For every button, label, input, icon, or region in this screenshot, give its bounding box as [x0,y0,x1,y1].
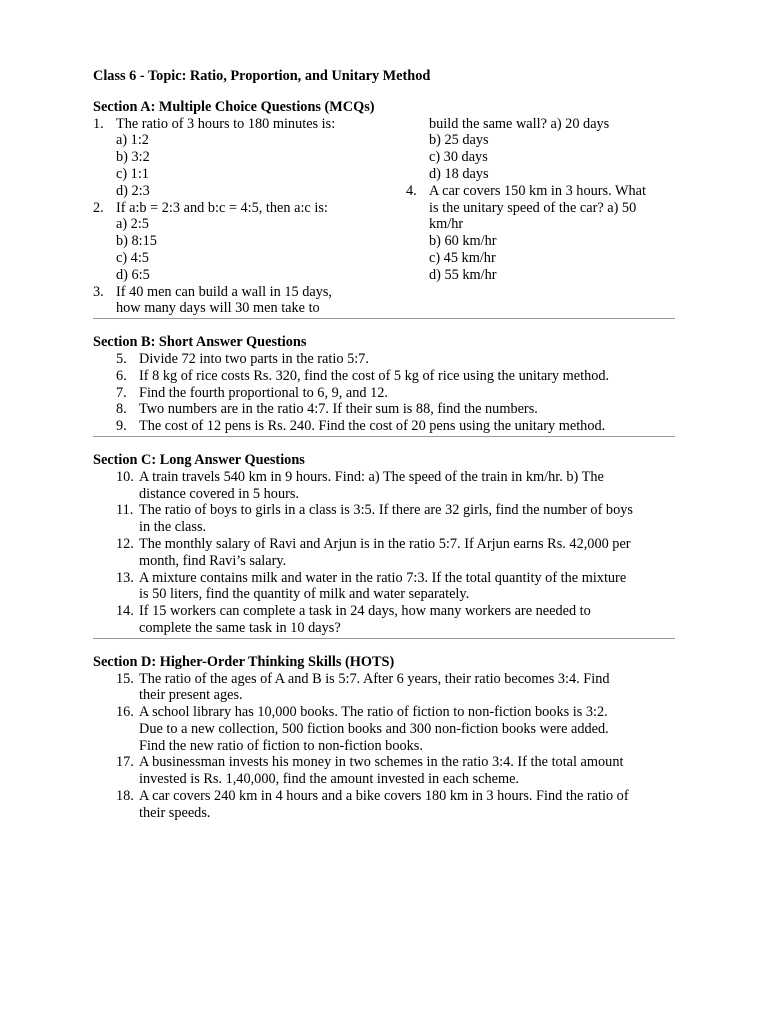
question-number: 5. [116,350,127,367]
mcq-option: d) 2:3 [116,182,150,199]
question-text: If 15 workers can complete a task in 24 days, how many workers are needed to [139,603,591,620]
list-item [116,671,675,705]
mcq-question [93,116,406,133]
section-b-heading: Section B: Short Answer Questions [93,334,307,351]
mcq-option: b) 3:2 [116,149,150,166]
question-text: A train travels 540 km in 9 hours. Find: a) The speed of the train in km/hr. b) The [139,468,604,485]
section-a-columns [93,116,675,318]
list-item [116,570,675,604]
mcq-option: d) 55 km/hr [429,266,497,283]
question-number: 17. [116,754,134,771]
mcq-option: a) 1:2 [116,132,149,149]
question-text: If 8 kg of rice costs Rs. 320, find the cost of 5 kg of rice using the unitary method. [139,367,610,384]
question-text: If a:b = 2:3 and b:c = 4:5, then a:c is: [116,199,328,216]
question-text: how many days will 30 men take to [116,300,320,317]
worksheet-title: Class 6 - Topic: Ratio, Proportion, and Unitary Method [93,68,431,84]
list-item [116,469,675,503]
question-text: their present ages. [139,687,243,704]
question-text: The ratio of the ages of A and B is 5:7. After 6 years, their ratio becomes 3:4. Find [139,670,610,687]
list-item [116,385,675,402]
question-number: 7. [116,384,127,401]
list-item [116,536,675,570]
section-a-right-column [406,116,675,318]
list-item [116,351,675,368]
question-number: 8. [116,401,127,418]
question-number: 9. [116,418,127,435]
question-text: If 40 men can build a wall in 15 days, [116,283,332,300]
question-text: A businessman invests his money in two schemes in the ratio 3:4. If the total amount [139,754,624,771]
mcq-option: c) 1:1 [116,165,149,182]
question-text: km/hr [429,216,464,233]
question-number: 1. [93,115,104,132]
question-text: Divide 72 into two parts in the ratio 5:7. [139,350,369,367]
question-number: 12. [116,535,134,552]
list-item [116,502,675,536]
question-text: invested is Rs. 1,40,000, find the amount invested in each scheme. [139,771,519,788]
section-a-heading: Section A: Multiple Choice Questions (MCQs) [93,98,375,115]
question-number: 4. [406,182,417,199]
mcq-option: b) 60 km/hr [429,233,497,250]
mcq-question [93,284,406,318]
question-text: Two numbers are in the ratio 4:7. If their sum is 88, find the numbers. [139,401,538,418]
question-text: distance covered in 5 hours. [139,485,299,502]
question-number: 14. [116,603,134,620]
question-number: 18. [116,788,134,805]
list-item [116,754,675,788]
question-text: A car covers 150 km in 3 hours. What [429,182,646,199]
question-text: Find the new ratio of fiction to non-fiction books. [139,737,423,754]
list-item [116,368,675,385]
list-item [116,704,675,754]
section-d-heading: Section D: Higher-Order Thinking Skills (HOTS) [93,653,395,670]
mcq-question [406,183,675,233]
mcq-option: d) 18 days [429,165,489,182]
section-c-list [93,469,675,637]
question-text: A mixture contains milk and water in the ratio 7:3. If the total quantity of the mixture [139,569,627,586]
section-b-list [93,351,675,435]
question-text: complete the same task in 10 days? [139,619,341,636]
question-text: Find the fourth proportional to 6, 9, and 12. [139,384,388,401]
mcq-option: a) 2:5 [116,216,149,233]
question-text: A car covers 240 km in 4 hours and a bike covers 180 km in 3 hours. Find the ratio of [139,788,629,805]
question-number: 15. [116,670,134,687]
question-text: is the unitary speed of the car? a) 50 [429,199,637,216]
question-text: The cost of 12 pens is Rs. 240. Find the cost of 20 pens using the unitary method. [139,418,606,435]
question-text: The monthly salary of Ravi and Arjun is in the ratio 5:7. If Arjun earns Rs. 42,000 per [139,535,631,552]
question-text: in the class. [139,519,207,536]
question-text: A school library has 10,000 books. The ratio of fiction to non-fiction books is 3:2. [139,704,608,721]
question-text: The ratio of boys to girls in a class is 3:5. If there are 32 girls, find the number of boys [139,502,633,519]
question-text: their speeds. [139,804,211,821]
list-item [116,603,675,637]
list-item [116,788,675,822]
mcq-option: b) 25 days [429,132,489,149]
question-number: 11. [116,502,134,519]
section-c-heading: Section C: Long Answer Questions [93,451,305,468]
question-text: is 50 liters, find the quantity of milk and water separately. [139,586,470,603]
question-number: 16. [116,704,134,721]
mcq-option: c) 4:5 [116,249,149,266]
mcq-option: b) 8:15 [116,233,157,250]
worksheet-page [93,68,675,822]
question-number: 3. [93,283,104,300]
mcq-question [93,200,406,217]
question-number: 2. [93,199,104,216]
question-number: 10. [116,468,134,485]
mcq-option: c) 45 km/hr [429,249,496,266]
list-item [116,401,675,418]
question-text: The ratio of 3 hours to 180 minutes is: [116,115,336,132]
question-text: month, find Ravi’s salary. [139,552,287,569]
question-text: Due to a new collection, 500 fiction books and 300 non-fiction books were added. [139,720,609,737]
section-a-left-column [93,116,406,318]
question-continuation: build the same wall? a) 20 days [429,115,610,132]
section-d-list [93,671,675,822]
question-number: 6. [116,367,127,384]
question-number: 13. [116,569,134,586]
mcq-option: d) 6:5 [116,266,150,283]
list-item [116,418,675,435]
mcq-option: c) 30 days [429,149,488,166]
